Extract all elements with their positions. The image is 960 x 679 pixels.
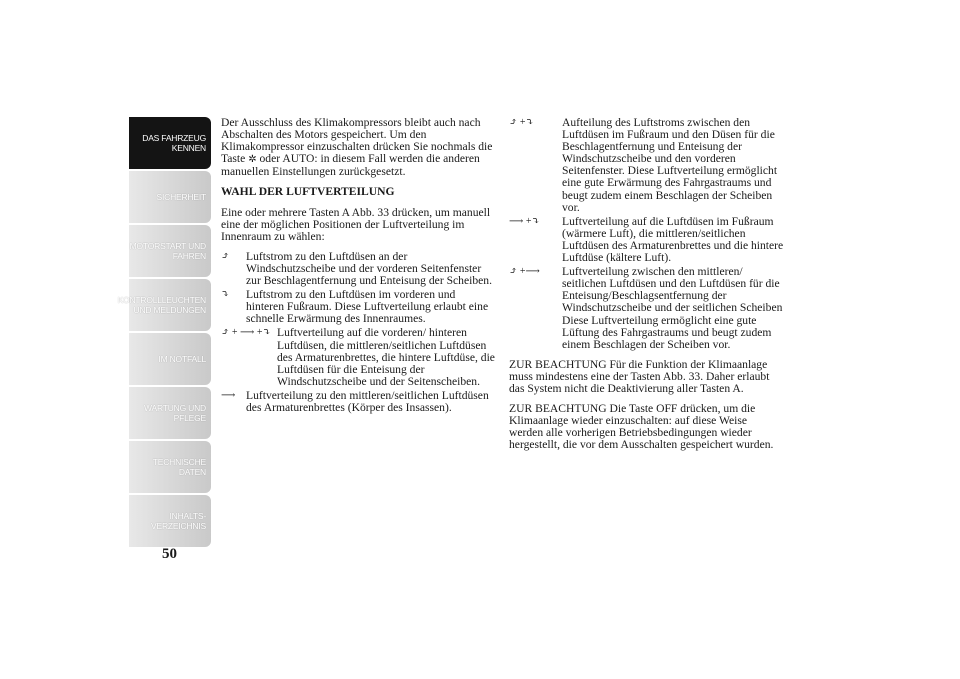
list-item-text: Aufteilung des Luftstroms zwischen den Luftdüsen im Fußraum und den Düsen für die Beschlagentfernung und Enteisung der Windschutzscheibe und den vorderen Seitenfenster. Diese Luftverteilung ermöglicht eine gute Erwärmung des Fahrgastraums und beugt zudem einem Beschlagen der Scheiben vor.	[562, 116, 778, 214]
intro-paragraph	[221, 117, 496, 178]
list-item-text: Luftverteilung auf die Luftdüsen im Fußraum (wärmere Luft), die mittleren/seitlichen Luftdüsen des Armaturenbrettes und die hintere Luftdüse (kältere Luft).	[562, 214, 784, 265]
tab-label: TECHNISCHE DATEN	[152, 457, 206, 477]
tab-label: WARTUNG UND PFLEGE	[143, 403, 206, 423]
list-item-text: Luftstrom zu den Luftdüsen an der Windschutzscheibe und der vorderen Seitenfenster zur Beschlagentfernung und Enteisung der Scheiben.	[246, 249, 492, 288]
tab-label: SICHERHEIT	[156, 192, 206, 202]
page-number: 50	[162, 546, 177, 562]
footwell-airflow-icon: ⤵	[221, 289, 230, 301]
dashboard-airflow-icon: ⟶	[221, 389, 236, 401]
list-item	[509, 266, 784, 351]
tab-inhaltsverzeichnis[interactable]	[129, 495, 211, 547]
tab-kontrollleuchten[interactable]	[117, 279, 211, 331]
tab-motorstart-und-fahren[interactable]	[129, 225, 211, 277]
tab-im-notfall[interactable]	[129, 333, 211, 385]
tab-sicherheit[interactable]	[129, 171, 211, 223]
tab-label: MOTORSTART UND FAHREN	[129, 241, 206, 261]
tab-das-fahrzeug-kennen[interactable]	[129, 117, 211, 169]
list-item	[221, 390, 496, 414]
right-column	[509, 117, 784, 459]
tab-label: KONTROLLLEUCHTEN UND MELDUNGEN	[117, 295, 206, 315]
section-heading: WAHL DER LUFTVERTEILUNG	[221, 185, 395, 199]
list-item-text: Luftverteilung zu den mittleren/seitlichen Luftdüsen des Armaturenbrettes (Körper des Insassen).	[246, 388, 489, 414]
list-item	[509, 216, 784, 264]
left-column	[221, 117, 496, 416]
tab-label: INHALTS- VERZEICHNIS	[151, 511, 206, 531]
note-paragraph: ZUR BEACHTUNG Die Taste OFF drücken, um die Klimaanlage wieder einzuschalten: auf diese Weise werden alle vorherigen Betriebsbedingungen wieder hergestellt, die vor dem Ausschalten gespeichert wurden.	[509, 402, 774, 452]
list-item	[509, 117, 784, 214]
dashboard-footwell-airflow-icon: ⟶ +⤵	[509, 215, 540, 227]
list-item	[221, 289, 496, 325]
list-item	[221, 251, 496, 287]
list-item-text: Luftverteilung auf die vorderen/ hinteren Luftdüsen, die mittleren/seitlichen Luftdüsen des Armaturenbrettes, die hintere Luftdüse, die Luftdüsen für die Enteisung der Windschutzscheibe und der Seitenscheiben.	[277, 326, 495, 388]
note-paragraph: ZUR BEACHTUNG Für die Funktion der Klimaanlage muss mindestens eine der Tasten Abb. 33. Daher erlaubt das System nicht die Deaktivierung aller Tasten A.	[509, 357, 770, 395]
tab-label: IM NOTFALL	[158, 354, 206, 364]
combined-airflow-icon: ⤴ + ⟶ +⤵	[221, 327, 271, 339]
tab-wartung-und-pflege[interactable]	[129, 387, 211, 439]
windscreen-airflow-icon: ⤴	[221, 250, 230, 262]
windscreen-dashboard-airflow-icon: ⤴ +⟶	[509, 266, 540, 278]
list-item-text: Luftverteilung zwischen den mittleren/ seitlichen Luftdüsen und den Luftdüsen für die Enteisung/Beschlagsentfernung der Windschutzscheibe und der seitlichen Scheiben Diese Luftverteilung ermöglicht eine gute Lüftung des Fahrgastraums und beugt zudem einem Beschlagen der Scheiben vor.	[562, 265, 783, 351]
heading-paragraph: Eine oder mehrere Tasten A Abb. 33 drücken, um manuell eine der möglichen Positionen der Luftverteilung im Innenraum zu wählen:	[221, 205, 491, 243]
tab-technische-daten[interactable]	[129, 441, 211, 493]
list-item-text: Luftstrom zu den Luftdüsen im vorderen und hinteren Fußraum. Diese Luftverteilung erlaubt eine schnelle Erwärmung des Innenraumes.	[246, 288, 489, 326]
intro-text-end: oder AUTO: in diesem Fall werden die anderen manuellen Einstellungen zurückgesetzt.	[221, 152, 480, 179]
list-item	[221, 327, 496, 387]
intro-text-start: Der Ausschluss des Klimakompressors bleibt auch nach Abschalten des Motors gespeichert. Um den Klimakompressor einzuschalten drücken Sie nochmals die Taste	[221, 116, 493, 166]
ac-compressor-icon: ✲	[248, 154, 257, 166]
chapter-sidebar	[117, 117, 211, 549]
tab-label: DAS FAHRZEUG KENNEN	[142, 133, 206, 153]
windscreen-footwell-airflow-icon: ⤴ +⤵	[509, 117, 534, 128]
